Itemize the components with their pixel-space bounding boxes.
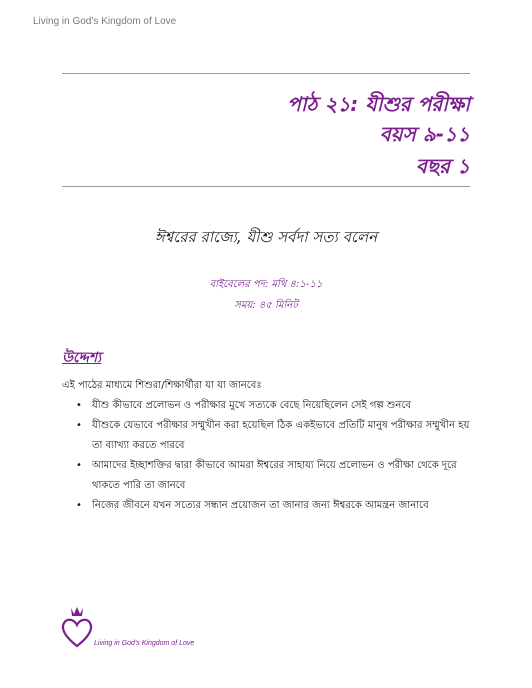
list-item: [62, 456, 472, 496]
bible-reference: বাইবেলের পদ: মথি ৪:১-১১: [209, 279, 323, 290]
running-header: Living in God’s Kingdom of Love: [33, 16, 177, 27]
duration: সময়: ৪৫ মিনিট: [234, 300, 298, 311]
objectives-heading: উদ্দেশ্য: [62, 350, 102, 366]
objective-text: আমাদের ইচ্ছাশক্তির দ্বারা কীভাবে আমরা ঈশ্বরের সাহায্য নিয়ে প্রলোভন ও পরীক্ষা থেকে দূরে থাকতে পারি তা জানবে: [92, 460, 457, 491]
bullet-dot-icon: •: [76, 500, 82, 511]
objective-text: নিজের জীবনে যখন সত্যের সন্ধান প্রয়োজন তা জানার জন্য ঈশ্বরকে আমন্ত্রন জানাবে: [92, 500, 429, 511]
top-divider: [62, 73, 470, 74]
list-item: [62, 396, 472, 416]
age-range: বয়স ৯-১১: [379, 122, 470, 146]
lesson-subtitle: ঈশ্বরের রাজ্যে, যীশু সর্বদা সত্য বলেন: [154, 228, 378, 246]
bottom-divider: [62, 186, 470, 187]
year-label: বছর ১: [415, 154, 470, 178]
list-item: [62, 416, 472, 456]
footer-text: Living in God’s Kingdom of Love: [94, 640, 195, 647]
objectives-list: [62, 396, 472, 516]
bullet-dot-icon: •: [76, 400, 82, 411]
list-item: [62, 496, 472, 516]
objective-text: যীশুকে যেভাবে পরীক্ষার সম্মুখীন করা হয়েছিল ঠিক একইভাবে প্রতিটি মানুষ পরীক্ষার সম্মুখীন হয় তা ব্যাখ্যা করতে পারবে: [92, 420, 470, 451]
crown-heart-icon: [60, 604, 94, 650]
objectives-intro: এই পাঠের মাধ্যমে শিশুরা/শিক্ষার্থীরা যা যা জানবেঃ: [62, 380, 262, 391]
bullet-dot-icon: •: [76, 420, 82, 431]
bullet-dot-icon: •: [76, 460, 82, 471]
objective-text: যীশু কীভাবে প্রলোভন ও পরীক্ষার মুখে সত্যকে বেছে নিয়েছিলেন সেই গল্প শুনবে: [92, 400, 411, 411]
lesson-title: পাঠ ২১: যীশুর পরীক্ষা: [287, 92, 470, 116]
